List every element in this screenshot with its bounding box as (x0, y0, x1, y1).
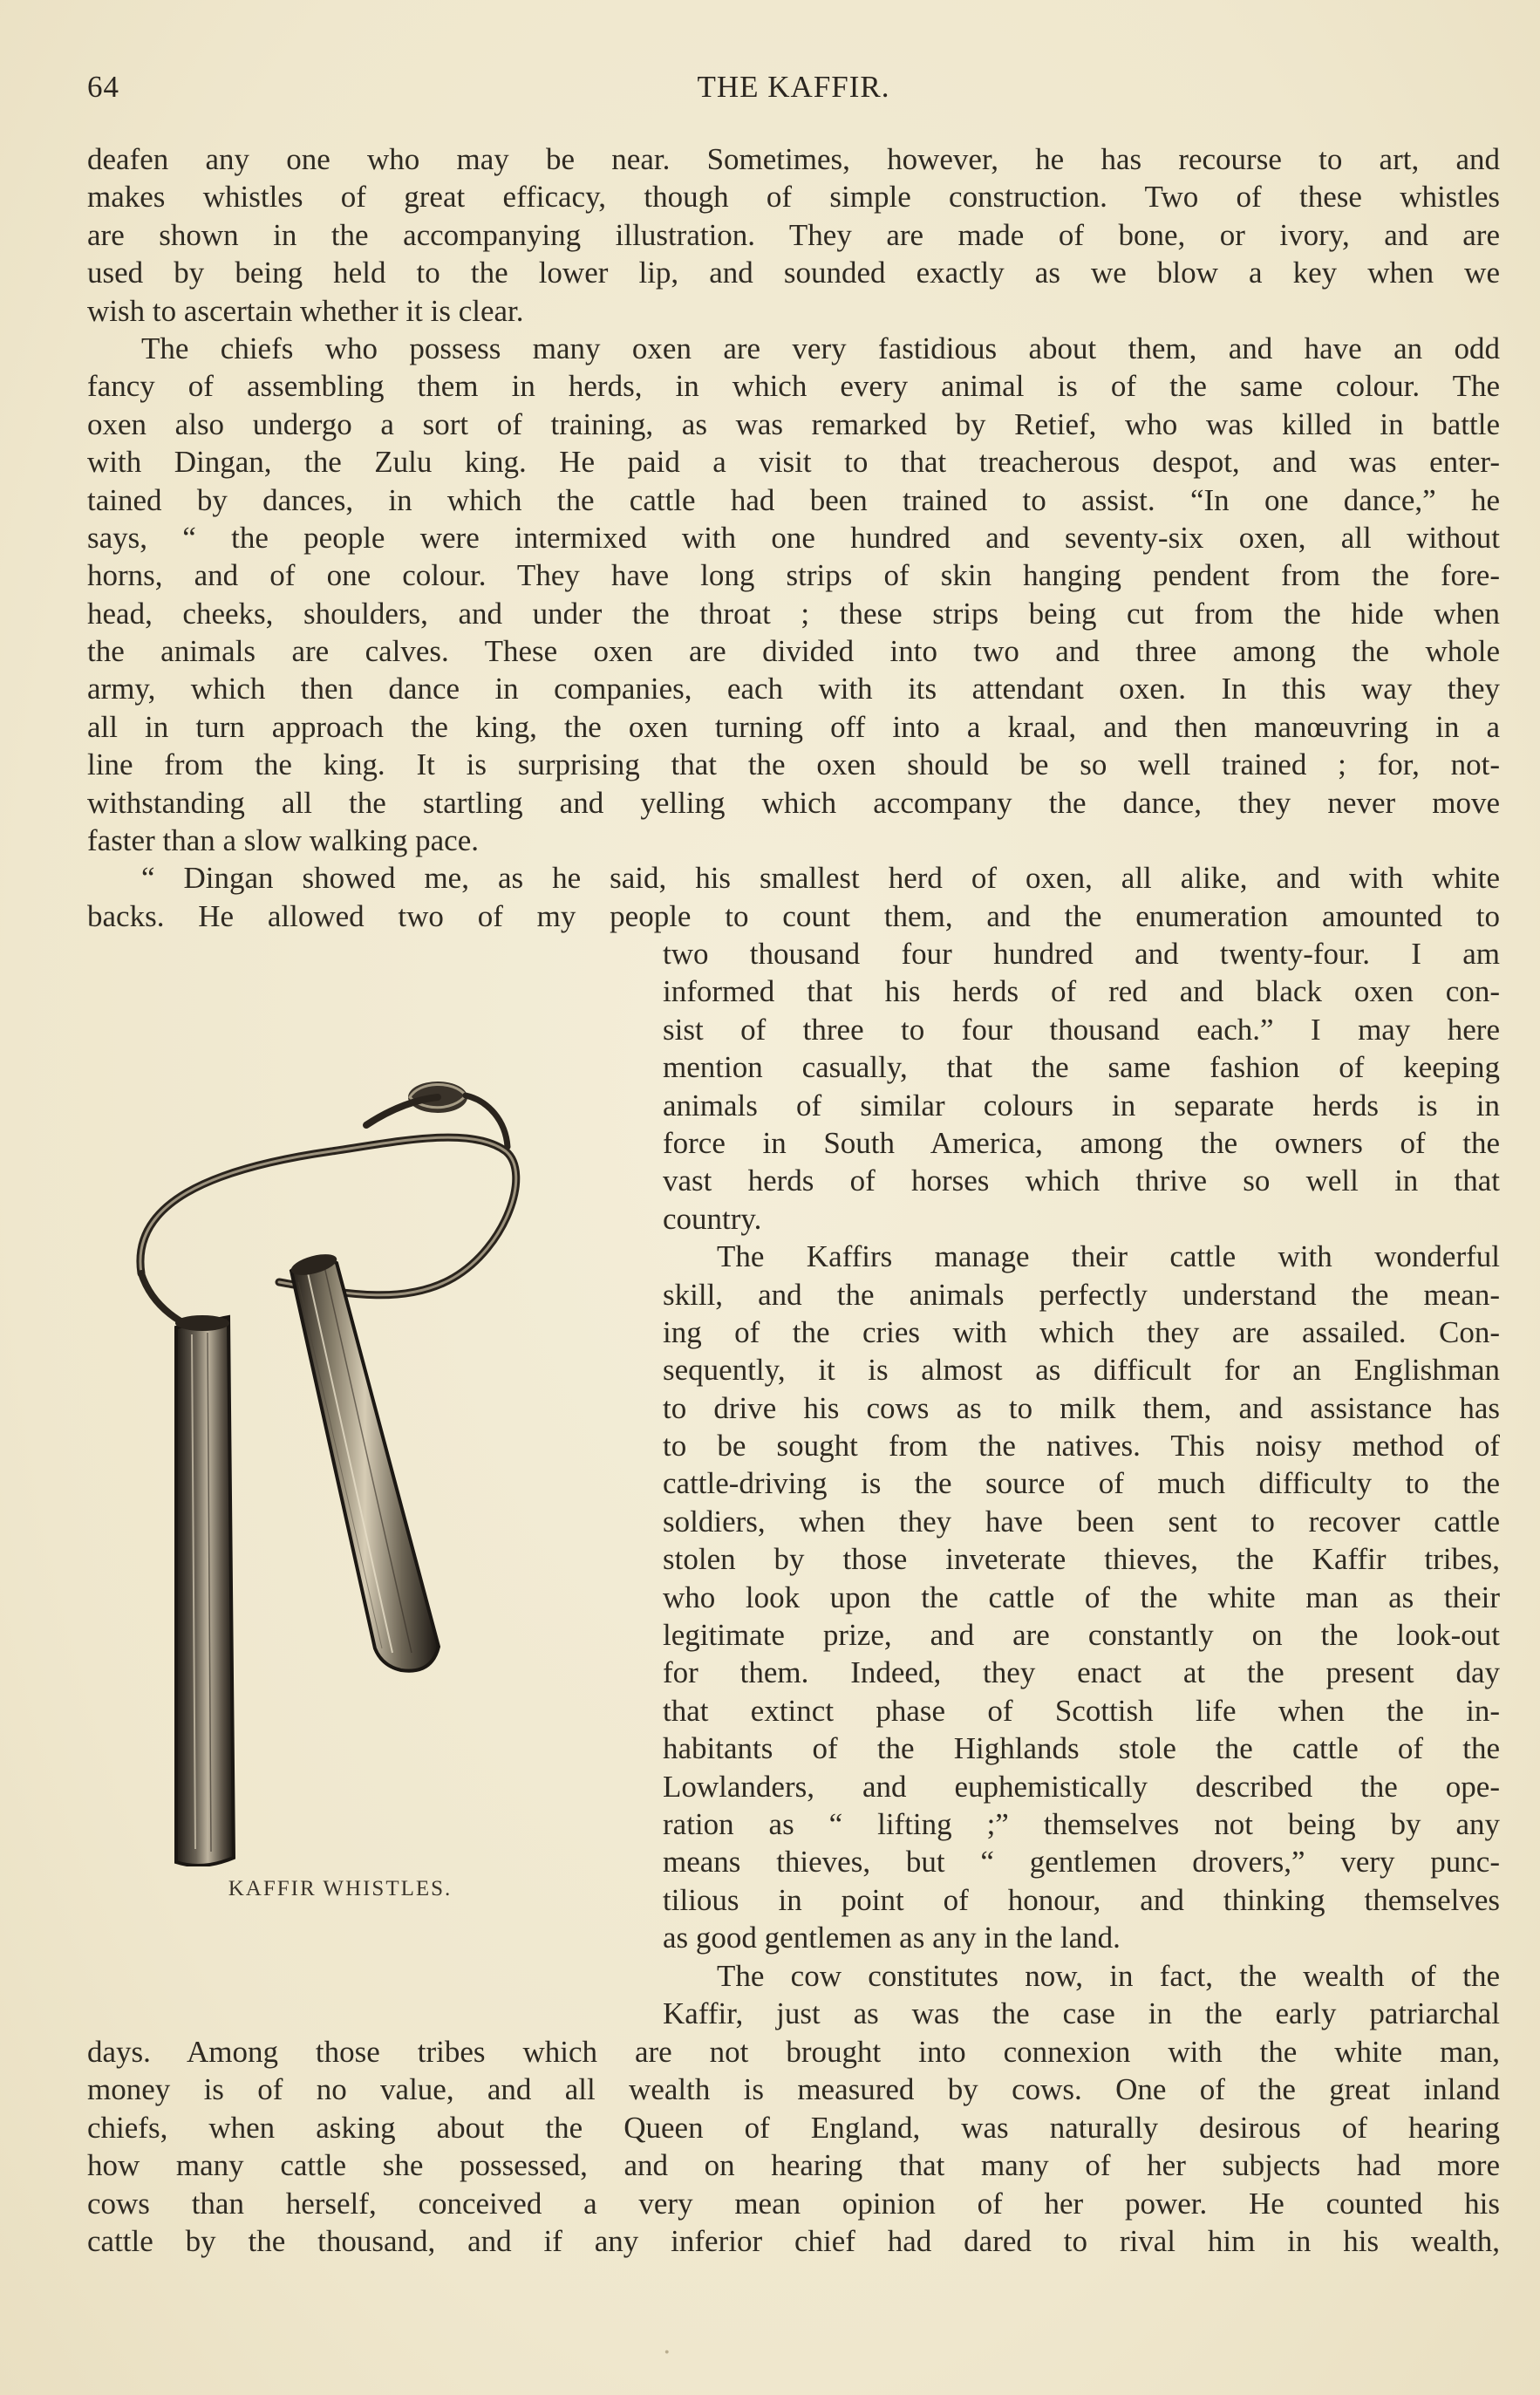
text-line: the animals are calves. These oxen are divided into two and three among the whole (87, 634, 1500, 669)
text-line: as good gentlemen as any in the land. (663, 1921, 1121, 1955)
text-line: how many cattle she possessed, and on hearing that many of her subjects had more (87, 2148, 1500, 2183)
text-line: The cow constitutes now, in fact, the wealth of the (717, 1958, 1500, 1993)
text-line: are shown in the accompanying illustration. They are made of bone, or ivory, and are (87, 217, 1500, 252)
running-title: THE KAFFIR. (697, 70, 890, 104)
text-line: soldiers, when they have been sent to recover cattle (663, 1504, 1500, 1539)
text-line: line from the king. It is surprising that the oxen should be so well trained ; for, not- (87, 747, 1500, 782)
text-line: sist of three to four thousand each.” I may here (663, 1012, 1500, 1047)
text-line: with Dingan, the Zulu king. He paid a visit to that treacherous despot, and was enter- (87, 445, 1500, 480)
body-text-bottom (87, 2033, 1500, 2260)
text-line: chiefs, when asking about the Queen of England, was naturally desirous of hearing (87, 2110, 1500, 2145)
text-line: deafen any one who may be near. Sometimes, however, he has recourse to art, and (87, 142, 1500, 176)
text-line: says, “ the people were intermixed with one hundred and seventy-six oxen, all without (87, 520, 1500, 555)
text-line: Kaffir, just as was the case in the early patriarchal (663, 1996, 1500, 2030)
text-line: informed that his herds of red and black oxen con- (663, 974, 1500, 1009)
text-line: skill, and the animals perfectly understand the mean- (663, 1277, 1500, 1312)
text-line: used by being held to the lower lip, and sounded exactly as we blow a key when we (87, 256, 1500, 290)
page-number: 64 (87, 70, 119, 104)
text-line: to drive his cows as to milk them, and assistance has (663, 1390, 1500, 1425)
text-line: withstanding all the startling and yelling which accompany the dance, they never move (87, 785, 1500, 820)
text-line: ration as “ lifting ;” themselves not being by any (663, 1806, 1500, 1841)
text-line: fancy of assembling them in herds, in which every animal is of the same colour. The (87, 369, 1500, 404)
text-line: mention casually, that the same fashion of keeping (663, 1050, 1500, 1085)
text-line: for them. Indeed, they enact at the present day (663, 1655, 1500, 1690)
text-line: horns, and of one colour. They have long strips of skin hanging pendent from the fore- (87, 558, 1500, 593)
text-line: days. Among those tribes which are not brought into connexion with the white man, (87, 2035, 1500, 2069)
text-line: army, which then dance in companies, each with its attendant oxen. In this way they (87, 672, 1500, 706)
text-line: makes whistles of great efficacy, though of simple construction. Two of these whistles (87, 180, 1500, 215)
text-line: force in South America, among the owners of the (663, 1125, 1500, 1160)
text-line: oxen also undergo a sort of training, as was remarked by Retief, who was killed in battle (87, 406, 1500, 441)
text-line: two thousand four hundred and twenty-four. I am (663, 937, 1500, 971)
text-line: cattle by the thousand, and if any inferior chief had dared to rival him in his wealth, (87, 2223, 1500, 2258)
text-line: tilious in point of honour, and thinking themselves (663, 1882, 1500, 1917)
text-line: wish to ascertain whether it is clear. (87, 293, 524, 328)
body-text-narrow (663, 935, 1500, 2032)
page-header (87, 70, 1500, 108)
text-line: vast herds of horses which thrive so well in that (663, 1163, 1500, 1198)
text-line: stolen by those inveterate thieves, the Kaffir tribes, (663, 1542, 1500, 1577)
text-line: animals of similar colours in separate herds is in (663, 1088, 1500, 1122)
text-line: country. (663, 1201, 762, 1236)
text-line: backs. He allowed two of my people to count them, and the enumeration amounted to (87, 898, 1500, 933)
kaffir-whistles-illustration (105, 1073, 593, 1866)
text-line: The chiefs who possess many oxen are very fastidious about them, and have an odd (141, 331, 1500, 365)
text-line: who look upon the cattle of the white man as their (663, 1580, 1500, 1614)
figure-caption: KAFFIR WHISTLES. (228, 1877, 453, 1900)
text-line: The Kaffirs manage their cattle with wonderful (717, 1239, 1500, 1274)
text-line: head, cheeks, shoulders, and under the throat ; these strips being cut from the hide when (87, 596, 1500, 631)
text-line: that extinct phase of Scottish life when the in- (663, 1693, 1500, 1728)
text-line: ing of the cries with which they are assailed. Con- (663, 1314, 1500, 1349)
text-line: to be sought from the natives. This noisy method of (663, 1429, 1500, 1464)
text-line: “ Dingan showed me, as he said, his smallest herd of oxen, all alike, and with white (141, 861, 1500, 896)
text-line: all in turn approach the king, the oxen turning off into a kraal, and then manœuvring in a (87, 709, 1500, 744)
paper-speck: · (663, 2337, 671, 2368)
text-line: cattle-driving is the source of much difficulty to the (663, 1466, 1500, 1501)
text-line: Lowlanders, and euphemistically described the ope- (663, 1769, 1500, 1804)
text-line: cows than herself, conceived a very mean opinion of her power. He counted his (87, 2186, 1500, 2221)
body-text-top (87, 140, 1500, 935)
text-line: sequently, it is almost as difficult for an Englishman (663, 1353, 1500, 1388)
text-line: habitants of the Highlands stole the cattle of the (663, 1731, 1500, 1766)
text-line: means thieves, but “ gentlemen drovers,” very punc- (663, 1845, 1500, 1880)
text-line: faster than a slow walking pace. (87, 823, 480, 858)
text-line: money is of no value, and all wealth is measured by cows. One of the great inland (87, 2072, 1500, 2107)
text-line: legitimate prize, and are constantly on the look-out (663, 1618, 1500, 1653)
text-line: tained by dances, in which the cattle had been trained to assist. “In one dance,” he (87, 482, 1500, 517)
